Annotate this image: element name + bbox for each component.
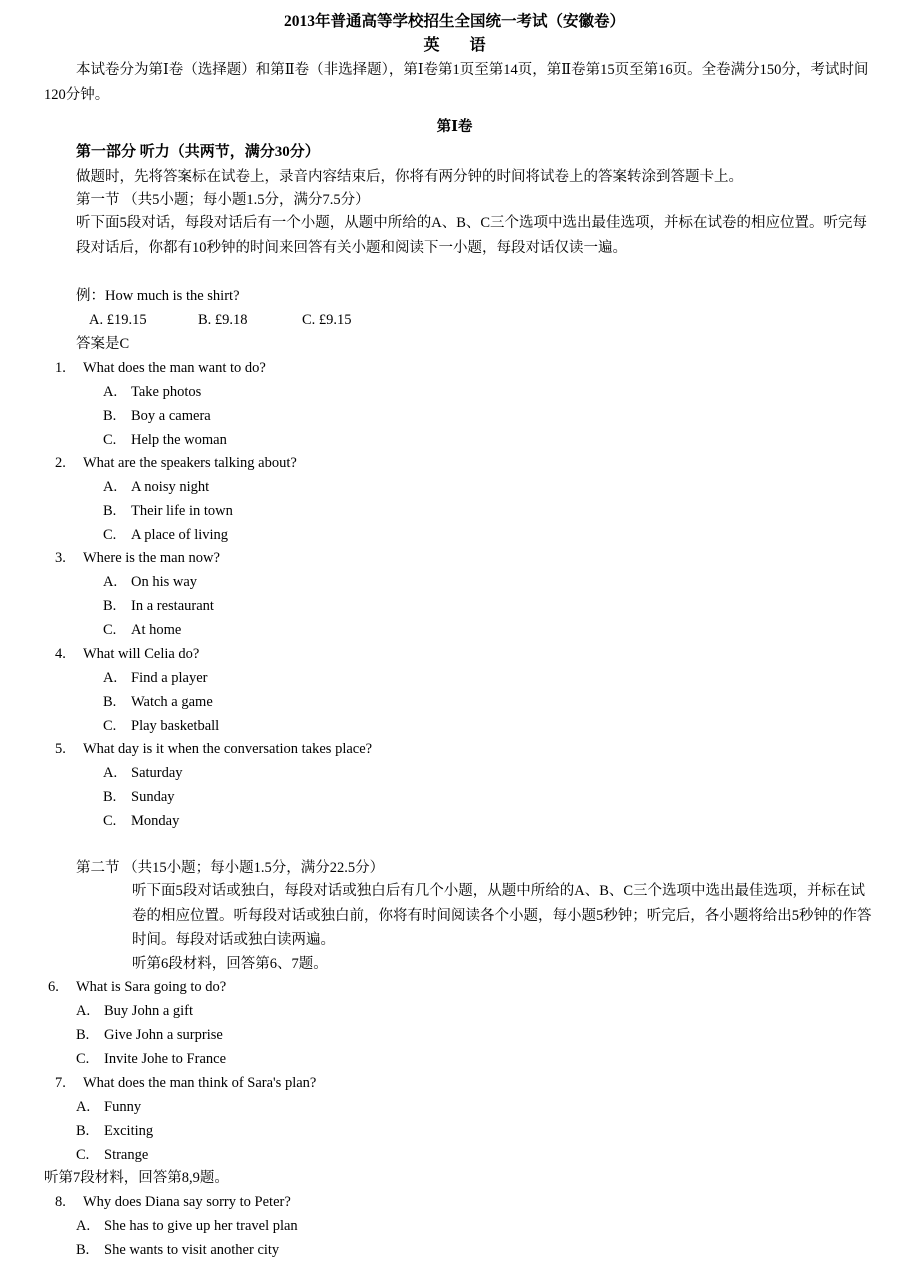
option-text: At home xyxy=(131,622,182,638)
subject-char-2: 语 xyxy=(469,37,486,54)
option-text: Saturday xyxy=(131,765,183,781)
question-text: What does the man think of Sara's plan? xyxy=(83,1075,317,1091)
question-number: 1. xyxy=(55,360,66,376)
option-label: C. xyxy=(103,813,117,829)
option-text: Boy a camera xyxy=(131,408,211,424)
option-text: Take photos xyxy=(131,384,202,400)
example-option-b: B. £9.18 xyxy=(198,312,248,328)
option-label: B. xyxy=(76,1027,90,1043)
option-label: B. xyxy=(76,1242,90,1258)
example-option-a: A. £19.15 xyxy=(89,312,147,328)
option-label: C. xyxy=(103,527,117,543)
option-text: Help the woman xyxy=(131,432,227,448)
example-answer: 答案是C xyxy=(76,336,130,352)
question-number: 6. xyxy=(48,979,59,995)
option-label: C. xyxy=(76,1051,90,1067)
option-text: A place of living xyxy=(131,527,229,543)
option-label: B. xyxy=(103,789,117,805)
option-text: Invite Johe to France xyxy=(104,1051,227,1067)
option-label: A. xyxy=(103,479,118,495)
option-label: C. xyxy=(76,1147,90,1163)
option-label: A. xyxy=(76,1099,91,1115)
question-number: 7. xyxy=(55,1075,66,1091)
question-text: What is Sara going to do? xyxy=(76,979,227,995)
question-text: Where is the man now? xyxy=(83,550,220,566)
part1-instruction: 做题时，先将答案标在试卷上，录音内容结束后，你将有两分钟的时间将试卷上的答案转涂到答题卡上。 xyxy=(76,169,743,185)
section2-instruction: 听下面5段对话或独白，每段对话或独白后有几个小题，从题中所给的A、B、C三个选项中选出最佳选项，并标在试卷的相应位置。听每段对话或独白前，你将有时间阅读各个小题，每小题5秒钟；听完后，各小题将给出5秒钟的作答时间。每段对话或独白读两遍。 xyxy=(132,883,872,948)
question-text: What day is it when the conversation takes place? xyxy=(83,741,373,757)
question-number: 2. xyxy=(55,455,66,471)
option-label: A. xyxy=(103,384,118,400)
option-label: A. xyxy=(76,1218,91,1234)
option-label: A. xyxy=(76,1003,91,1019)
question-text: What does the man want to do? xyxy=(83,360,266,376)
option-text: A noisy night xyxy=(131,479,210,495)
option-label: B. xyxy=(103,694,117,710)
option-text: Exciting xyxy=(104,1123,154,1139)
option-text: Monday xyxy=(131,813,180,829)
question-number: 4. xyxy=(55,646,66,662)
intro-paragraph: 本试卷分为第Ⅰ卷（选择题）和第Ⅱ卷（非选择题），第Ⅰ卷第1页至第14页，第Ⅱ卷第15页至第16页。全卷满分150分，考试时间120分钟。 xyxy=(44,62,869,103)
option-text: On his way xyxy=(131,574,198,590)
option-text: Play basketball xyxy=(131,718,220,734)
exam-title: 2013年普通高等学校招生全国统一考试（安徽卷） xyxy=(283,13,625,30)
option-text: Strange xyxy=(104,1147,149,1163)
question-text: Why does Diana say sorry to Peter? xyxy=(83,1194,291,1210)
example-question: 例：How much is the shirt? xyxy=(76,288,240,304)
option-text: Give John a surprise xyxy=(104,1027,223,1043)
question-text: What are the speakers talking about? xyxy=(83,455,297,471)
material7-note: 听第7段材料，回答第8,9题。 xyxy=(44,1170,229,1186)
option-label: A. xyxy=(103,670,118,686)
option-label: B. xyxy=(103,408,117,424)
section1-heading: 第一节 （共5小题；每小题1.5分，满分7.5分） xyxy=(76,192,370,208)
option-text: Buy John a gift xyxy=(104,1003,194,1019)
option-label: C. xyxy=(103,718,117,734)
option-text: Watch a game xyxy=(131,694,213,710)
option-text: Their life in town xyxy=(131,503,233,519)
part1-heading: 第一部分 听力（共两节，满分30分） xyxy=(76,144,320,160)
subject-title xyxy=(0,38,909,54)
option-text: Sunday xyxy=(131,789,175,805)
option-text: In a restaurant xyxy=(131,598,214,614)
volume-heading: 第Ⅰ卷 xyxy=(436,119,473,135)
option-text: She wants to visit another city xyxy=(104,1242,280,1258)
question-number: 3. xyxy=(55,550,66,566)
option-text: She has to give up her travel plan xyxy=(104,1218,298,1234)
question-text: What will Celia do? xyxy=(83,646,200,662)
option-label: C. xyxy=(103,622,117,638)
option-text: Find a player xyxy=(131,670,208,686)
option-label: C. xyxy=(103,432,117,448)
option-label: B. xyxy=(103,598,117,614)
example-option-c: C. £9.15 xyxy=(302,312,352,328)
question-number: 8. xyxy=(55,1194,66,1210)
material6-note: 听第6段材料，回答第6、7题。 xyxy=(132,956,328,972)
option-label: B. xyxy=(103,503,117,519)
option-text: Funny xyxy=(104,1099,142,1115)
section1-instruction: 听下面5段对话，每段对话后有一个小题，从题中所给的A、B、C三个选项中选出最佳选项，并标在试卷的相应位置。听完每段对话后，你都有10秒钟的时间来回答有关小题和阅读下一小题，每段对话仅读一遍。 xyxy=(76,215,868,256)
section2-heading: 第二节 （共15小题；每小题1.5分，满分22.5分） xyxy=(76,860,385,876)
option-label: A. xyxy=(103,765,118,781)
subject-char-1: 英 xyxy=(423,37,440,54)
question-number: 5. xyxy=(55,741,66,757)
option-label: A. xyxy=(103,574,118,590)
option-label: B. xyxy=(76,1123,90,1139)
